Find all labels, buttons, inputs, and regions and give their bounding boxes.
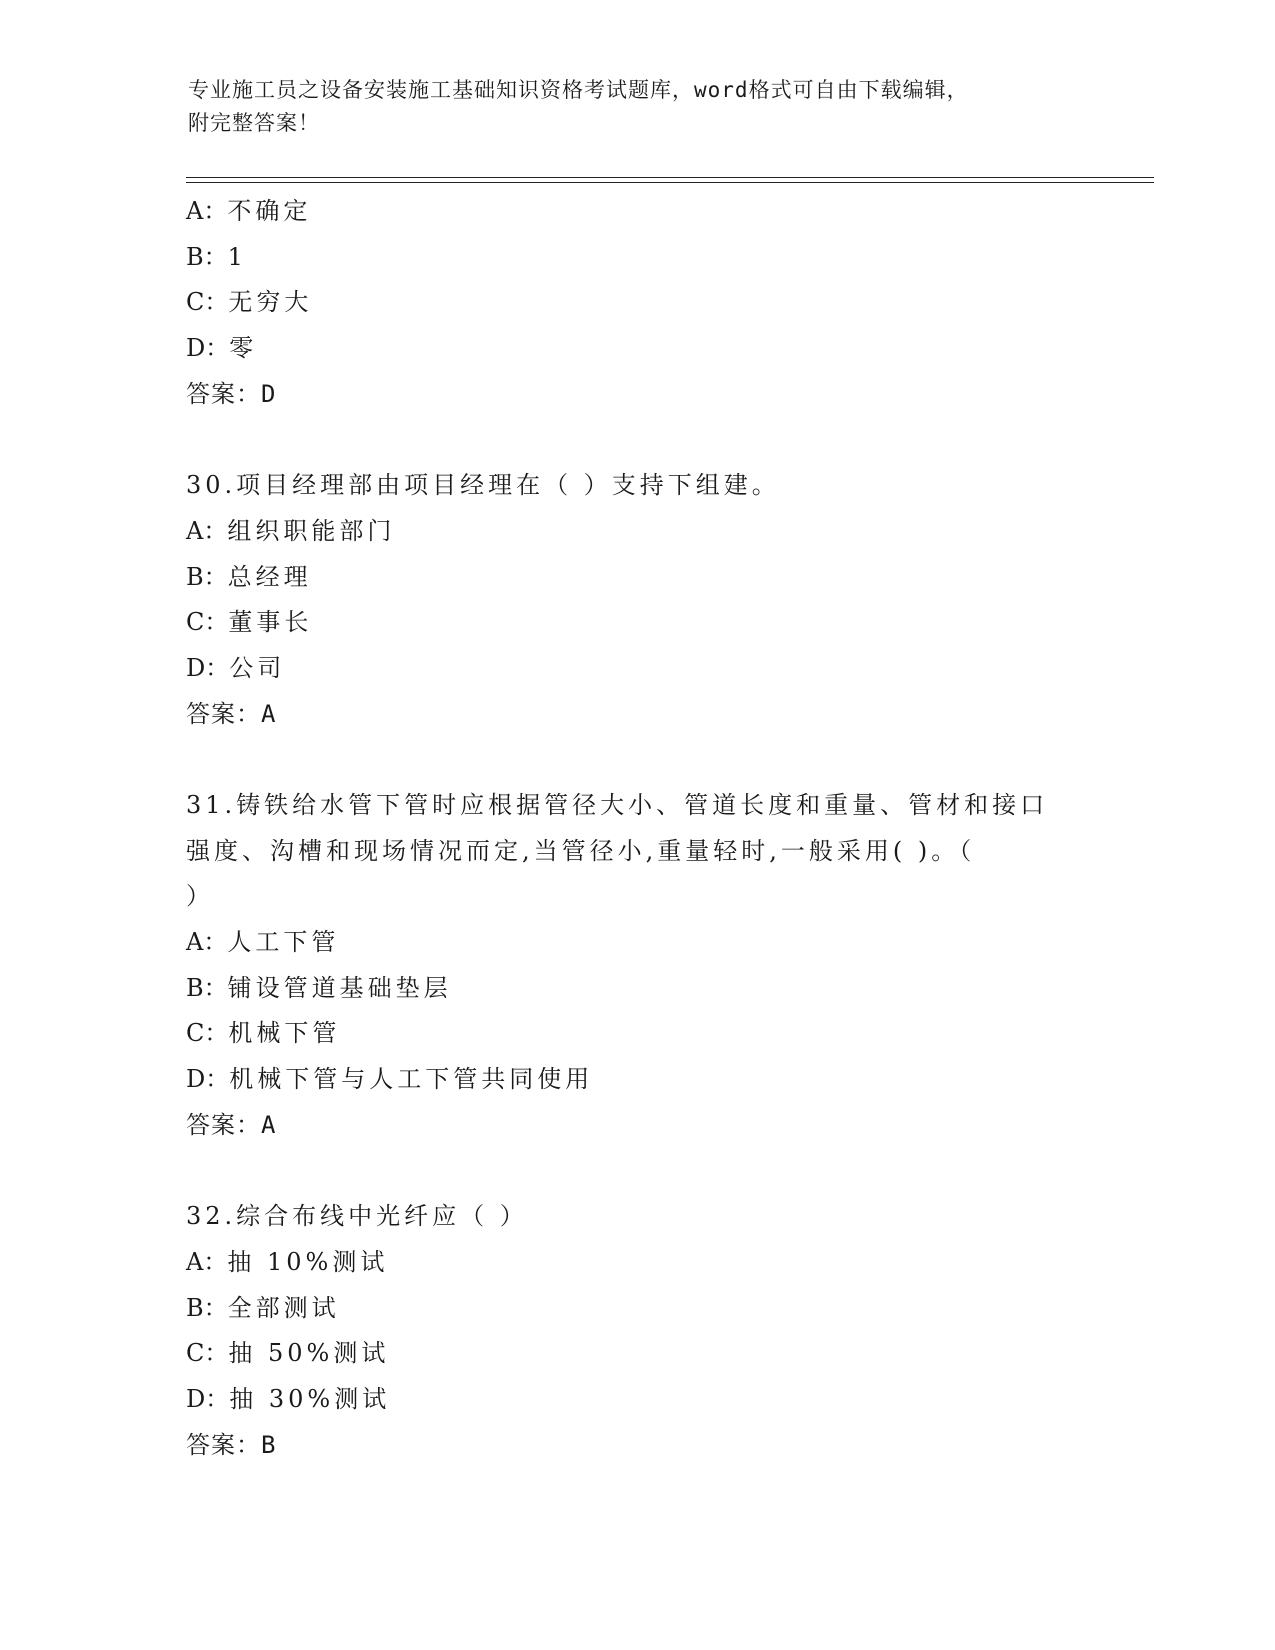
option-label: B： bbox=[186, 973, 228, 1002]
option-a bbox=[186, 189, 1086, 235]
option-label: A： bbox=[186, 197, 228, 225]
header-title-line-1: 专业施工员之设备安装施工基础知识资格考试题库，word格式可自由下载编辑， bbox=[188, 78, 969, 102]
header-divider-bottom bbox=[186, 182, 1154, 183]
spacer bbox=[186, 737, 1086, 783]
option-text: 抽 50%测试 bbox=[228, 1339, 390, 1368]
question-stem-line-1 bbox=[186, 783, 1086, 829]
header-divider-top bbox=[186, 177, 1154, 178]
question-text: 综合布线中光纤应（ ） bbox=[236, 1202, 528, 1231]
option-text: 人工下管 bbox=[227, 928, 340, 956]
option-c bbox=[186, 1011, 1086, 1057]
option-d bbox=[186, 326, 1086, 372]
option-d bbox=[186, 1377, 1086, 1423]
question-text: 项目经理部由项目经理在（ ）支持下组建。 bbox=[236, 471, 780, 500]
question-number: 32. bbox=[186, 1202, 237, 1231]
option-label: D： bbox=[186, 653, 230, 682]
option-text: 机械下管 bbox=[228, 1019, 341, 1048]
spacer bbox=[186, 1148, 1086, 1194]
option-b bbox=[186, 235, 1086, 281]
option-a bbox=[186, 509, 1086, 555]
question-number: 31. bbox=[186, 790, 237, 819]
header-title-line-2: 附完整答案！ bbox=[188, 111, 320, 135]
spacer bbox=[186, 417, 1086, 463]
question-block-31 bbox=[186, 783, 1086, 1149]
option-text: 抽 10%测试 bbox=[227, 1247, 389, 1276]
answer-line: 答案：A bbox=[186, 1110, 277, 1139]
option-text: 不确定 bbox=[227, 197, 312, 225]
option-label: B： bbox=[186, 242, 228, 271]
option-c bbox=[186, 600, 1086, 646]
question-block-29 bbox=[186, 189, 1086, 417]
option-label: A： bbox=[186, 1247, 228, 1276]
option-label: C： bbox=[186, 1339, 229, 1368]
question-stem bbox=[186, 463, 1086, 509]
option-b bbox=[186, 966, 1086, 1012]
option-label: C： bbox=[186, 1019, 229, 1048]
option-text: 组织职能部门 bbox=[227, 516, 396, 545]
question-stem bbox=[186, 1194, 1086, 1240]
option-label: D： bbox=[186, 334, 230, 363]
option-text: 全部测试 bbox=[227, 1293, 340, 1322]
option-a bbox=[186, 920, 1086, 966]
document-header bbox=[188, 74, 1068, 140]
option-d bbox=[186, 1057, 1086, 1103]
question-block-32 bbox=[186, 1194, 1086, 1468]
option-text: 1 bbox=[227, 242, 247, 271]
answer-line: 答案：A bbox=[186, 699, 277, 728]
option-text: 公司 bbox=[229, 653, 286, 682]
option-label: C： bbox=[186, 608, 229, 637]
option-text: 无穷大 bbox=[228, 288, 313, 317]
option-label: C： bbox=[186, 288, 229, 317]
answer-line: 答案：B bbox=[186, 1430, 277, 1459]
question-block-30 bbox=[186, 463, 1086, 737]
question-number: 30. bbox=[186, 471, 237, 500]
question-list bbox=[186, 189, 1086, 1468]
option-label: D： bbox=[186, 1065, 230, 1094]
option-label: A： bbox=[186, 516, 228, 545]
question-text: 铸铁给水管下管时应根据管径大小、管道长度和重量、管材和接口 bbox=[236, 790, 1049, 819]
option-b bbox=[186, 555, 1086, 601]
question-stem-line-3: ） bbox=[186, 882, 214, 911]
option-c bbox=[186, 280, 1086, 326]
option-label: A： bbox=[186, 928, 228, 956]
option-text: 抽 30%测试 bbox=[229, 1384, 391, 1413]
option-c bbox=[186, 1331, 1086, 1377]
option-text: 铺设管道基础垫层 bbox=[227, 973, 452, 1002]
option-d bbox=[186, 646, 1086, 692]
option-text: 总经理 bbox=[227, 562, 312, 591]
option-label: D： bbox=[186, 1384, 230, 1413]
option-b bbox=[186, 1286, 1086, 1332]
answer-line: 答案：D bbox=[186, 379, 277, 408]
option-label: B： bbox=[186, 1293, 228, 1322]
option-a bbox=[186, 1240, 1086, 1286]
option-text: 零 bbox=[229, 334, 258, 363]
question-stem-line-2: 强度、沟槽和现场情况而定,当管径小,重量轻时,一般采用( )。（ bbox=[186, 836, 976, 865]
option-label: B： bbox=[186, 562, 228, 591]
option-text: 董事长 bbox=[228, 608, 313, 637]
option-text: 机械下管与人工下管共同使用 bbox=[229, 1065, 594, 1094]
